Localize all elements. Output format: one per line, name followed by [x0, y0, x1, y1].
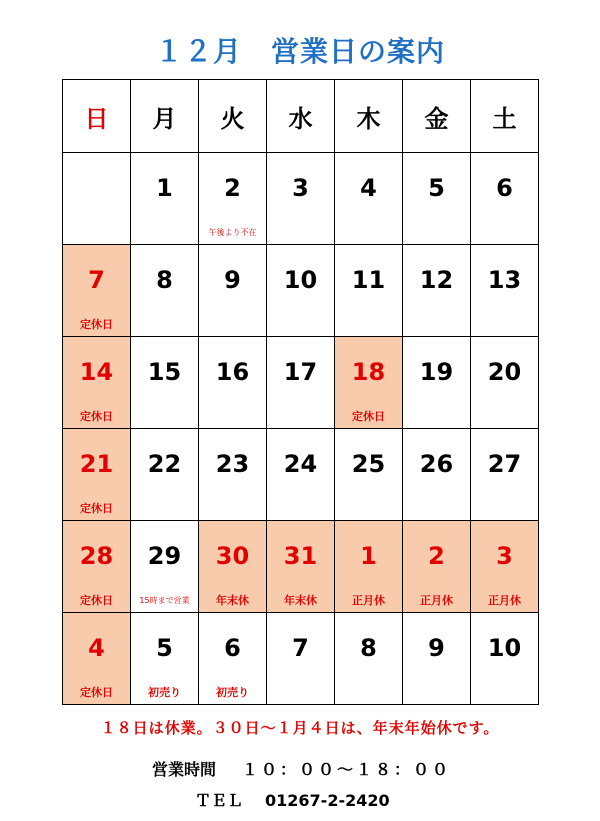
day-cell [403, 521, 471, 613]
holiday-notice: １８日は休業。３０日～１月４日は、年末年始休です。 [100, 719, 500, 737]
day-number: 30 [215, 542, 250, 570]
day-number: 18 [351, 358, 386, 386]
day-cell [267, 337, 335, 429]
day-number: 4 [360, 174, 377, 202]
day-number: 10 [487, 634, 522, 662]
day-number: 28 [79, 542, 114, 570]
day-note: 定休日 [80, 410, 113, 423]
week-row [63, 337, 539, 429]
weekday-sun: 日 [63, 80, 131, 153]
day-number: 13 [487, 266, 522, 294]
day-cell [335, 613, 403, 705]
day-cell [335, 337, 403, 429]
day-cell [199, 337, 267, 429]
day-number: 1 [360, 542, 377, 570]
day-cell [471, 521, 539, 613]
business-hours [152, 757, 451, 780]
day-cell [63, 245, 131, 337]
day-cell [199, 521, 267, 613]
day-number: 9 [224, 266, 241, 294]
week-row [63, 613, 539, 705]
day-note: 年末休 [216, 594, 249, 607]
day-cell [199, 245, 267, 337]
day-note: 午後より不在 [208, 228, 257, 237]
day-number: 19 [419, 358, 454, 386]
day-number: 22 [147, 450, 182, 478]
day-number: 21 [79, 450, 114, 478]
day-cell [131, 153, 199, 245]
day-note: 正月休 [352, 594, 385, 607]
weekday-mon: 月 [131, 80, 199, 153]
telephone-number: 01267-2-2420 [265, 791, 390, 810]
day-number: 17 [283, 358, 318, 386]
day-note: 定休日 [80, 594, 113, 607]
day-note: 初売り [148, 686, 181, 699]
day-number: 7 [88, 266, 105, 294]
day-cell [63, 521, 131, 613]
day-number: 25 [351, 450, 386, 478]
day-number: 9 [428, 634, 445, 662]
day-note: 定休日 [80, 318, 113, 331]
business-hours-label: 営業時間 [152, 760, 217, 779]
day-number: 3 [292, 174, 309, 202]
day-number: 26 [419, 450, 454, 478]
day-cell [335, 429, 403, 521]
day-number: 2 [224, 174, 241, 202]
day-cell [63, 337, 131, 429]
day-cell [131, 245, 199, 337]
day-cell [403, 153, 471, 245]
day-number: 29 [147, 542, 182, 570]
day-number: 16 [215, 358, 250, 386]
day-note: 定休日 [80, 502, 113, 515]
day-cell [267, 613, 335, 705]
weekday-wed: 水 [267, 80, 335, 153]
weekday-sat: 土 [471, 80, 539, 153]
weekday-tue: 火 [199, 80, 267, 153]
telephone [195, 788, 390, 811]
day-cell [335, 153, 403, 245]
day-cell [403, 429, 471, 521]
calendar-body [63, 153, 539, 705]
day-number: 11 [351, 266, 386, 294]
day-number: 20 [487, 358, 522, 386]
week-row [63, 429, 539, 521]
day-cell [199, 613, 267, 705]
week-row [63, 245, 539, 337]
day-number: 23 [215, 450, 250, 478]
day-cell [131, 521, 199, 613]
day-number: 5 [428, 174, 445, 202]
day-note: 正月休 [420, 594, 453, 607]
day-cell [471, 613, 539, 705]
day-number: 8 [360, 634, 377, 662]
day-cell [267, 521, 335, 613]
day-cell [199, 153, 267, 245]
day-cell [471, 153, 539, 245]
business-hours-value: １０：００～１８：００ [242, 760, 452, 779]
weekday-thu: 木 [335, 80, 403, 153]
day-number: 12 [419, 266, 454, 294]
day-number: 3 [496, 542, 513, 570]
day-cell [335, 245, 403, 337]
day-cell [471, 337, 539, 429]
weekday-header-row [63, 80, 539, 153]
day-cell [63, 153, 131, 245]
day-cell [267, 245, 335, 337]
day-note: 正月休 [488, 594, 521, 607]
day-number: 6 [224, 634, 241, 662]
week-row [63, 521, 539, 613]
day-cell [471, 245, 539, 337]
day-number: 15 [147, 358, 182, 386]
day-note: 15時まで営業 [139, 596, 190, 605]
day-number: 31 [283, 542, 318, 570]
day-number: 4 [88, 634, 105, 662]
day-cell [403, 245, 471, 337]
page-title: １２月 営業日の案内 [154, 35, 445, 68]
day-cell [63, 429, 131, 521]
weekday-fri: 金 [403, 80, 471, 153]
week-row [63, 153, 539, 245]
day-cell [335, 521, 403, 613]
day-cell [199, 429, 267, 521]
telephone-label: ＴＥＬ [195, 791, 244, 810]
day-cell [131, 337, 199, 429]
day-cell [403, 337, 471, 429]
day-cell [471, 429, 539, 521]
day-cell [403, 613, 471, 705]
day-note: 年末休 [284, 594, 317, 607]
day-number: 5 [156, 634, 173, 662]
day-number: 10 [283, 266, 318, 294]
day-number: 7 [292, 634, 309, 662]
day-number: 2 [428, 542, 445, 570]
day-number: 1 [156, 174, 173, 202]
day-number: 14 [79, 358, 114, 386]
day-number: 24 [283, 450, 318, 478]
day-note: 定休日 [352, 410, 385, 423]
day-cell [131, 429, 199, 521]
day-note: 初売り [216, 686, 249, 699]
day-number: 6 [496, 174, 513, 202]
calendar-table [62, 79, 539, 705]
day-note: 定休日 [80, 686, 113, 699]
day-cell [267, 153, 335, 245]
day-number: 8 [156, 266, 173, 294]
day-cell [63, 613, 131, 705]
day-number: 27 [487, 450, 522, 478]
day-cell [267, 429, 335, 521]
day-cell [131, 613, 199, 705]
